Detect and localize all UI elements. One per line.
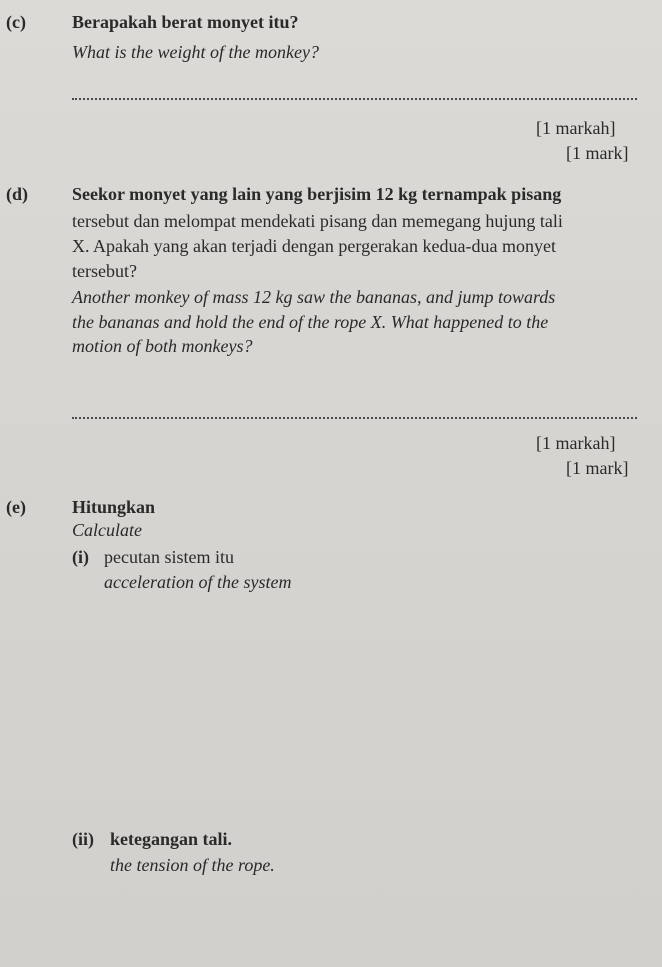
part-i-label: (i) — [72, 547, 89, 567]
answer-line-c — [72, 98, 637, 100]
mark-d-malay: [1 markah] — [536, 433, 616, 453]
question-d-english-line-1: Another monkey of mass 12 kg saw the bananas, and jump towards — [72, 287, 556, 307]
mark-c-english: [1 mark] — [566, 143, 629, 163]
part-ii-label: (ii) — [72, 829, 94, 849]
question-e-label: (e) — [6, 497, 26, 517]
question-d-label: (d) — [6, 184, 28, 204]
mark-c-malay: [1 markah] — [536, 118, 616, 138]
question-c-malay: Berapakah berat monyet itu? — [72, 12, 299, 32]
answer-line-d — [72, 417, 637, 419]
question-e-malay: Hitungkan — [72, 497, 156, 517]
part-ii-english: the tension of the rope. — [110, 855, 275, 875]
question-d-malay-line-1: Seekor monyet yang lain yang berjisim 12 kg ternampak pisang — [72, 184, 562, 204]
question-d-english-line-3: motion of both monkeys? — [72, 336, 253, 356]
question-d-malay-line-3: X. Apakah yang akan terjadi dengan pergerakan kedua-dua monyet — [72, 236, 556, 256]
question-c-english: What is the weight of the monkey? — [72, 42, 319, 62]
part-i-malay: pecutan sistem itu — [104, 547, 234, 567]
question-c-label: (c) — [6, 12, 26, 32]
question-d-malay-line-4: tersebut? — [72, 261, 137, 281]
part-ii-malay: ketegangan tali. — [110, 829, 233, 849]
question-e-english: Calculate — [72, 520, 142, 540]
question-d-english-line-2: the bananas and hold the end of the rope X. What happened to the — [72, 312, 549, 332]
mark-d-english: [1 mark] — [566, 458, 629, 478]
part-i-english: acceleration of the system — [104, 572, 292, 592]
question-d-malay-line-2: tersebut dan melompat mendekati pisang dan memegang hujung tali — [72, 211, 563, 231]
